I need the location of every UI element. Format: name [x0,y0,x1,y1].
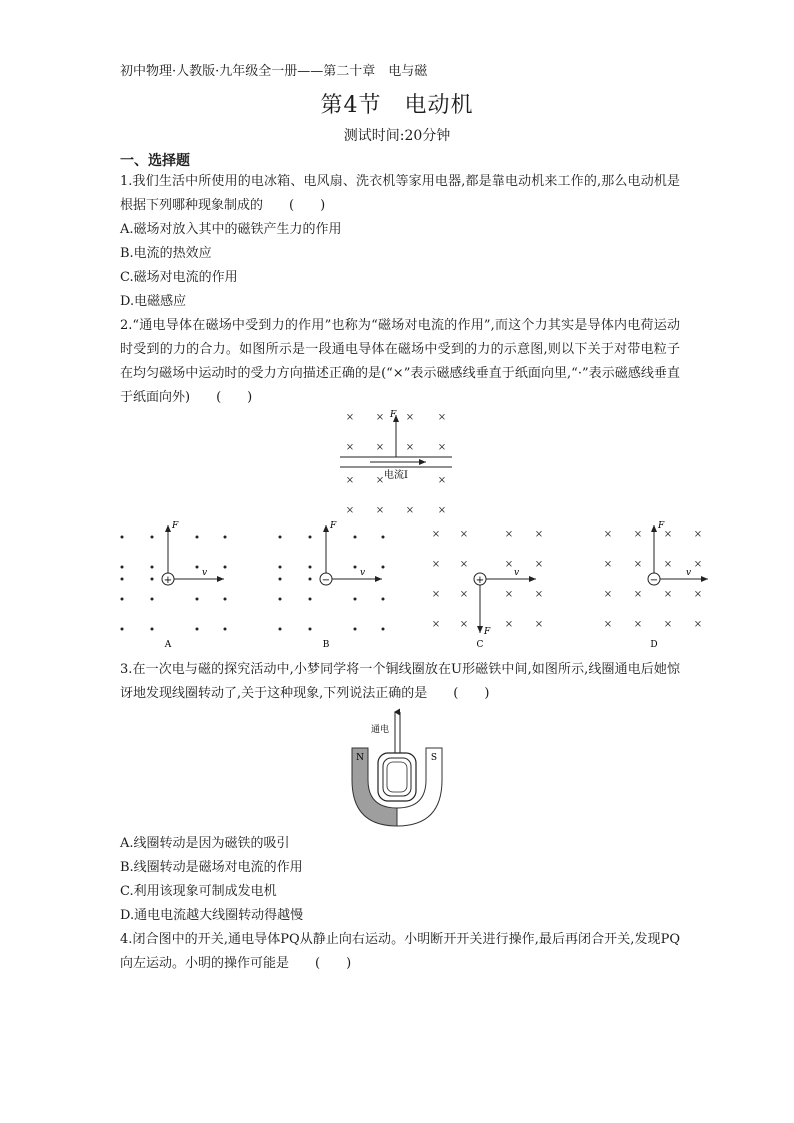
svg-text:×: × [375,442,385,453]
force-label-c: F [484,627,491,637]
svg-text:×: × [345,475,355,486]
q2-option-a-figure [121,521,227,650]
coil-inner [387,762,407,792]
force-label: F [390,410,397,420]
svg-text:×: × [431,559,441,570]
svg-text:×: × [459,619,469,630]
svg-text:×: × [437,505,447,516]
svg-text:×: × [345,442,355,453]
charge-sign-d: − [649,575,659,586]
section-heading: 一、选择题 [120,153,190,169]
svg-text:×: × [534,589,544,600]
svg-text:×: × [603,529,613,540]
page-header: 初中物理·人教版·九年级全一册——第二十章 电与磁 [120,64,428,79]
svg-text:×: × [459,559,469,570]
option-label-d: D [650,640,658,650]
svg-text:×: × [534,559,544,570]
svg-text:×: × [633,529,643,540]
svg-text:×: × [437,475,447,486]
option-label-b: B [322,640,330,650]
svg-text:×: × [431,529,441,540]
q1-option-b: B.电流的热效应 [120,246,212,261]
svg-text:×: × [663,619,673,630]
q3-u-magnet-figure [340,708,450,830]
svg-text:×: × [693,589,703,600]
option-label-a: A [164,640,172,650]
q2-option-d-figure [604,521,708,650]
pole-n-label: N [356,753,364,763]
svg-text:×: × [431,589,441,600]
svg-text:×: × [693,619,703,630]
charge-sign-c: + [475,575,485,586]
q3-option-c: C.利用该现象可制成发电机 [120,884,277,899]
q3-option-a: A.线圈转动是因为磁铁的吸引 [120,836,290,851]
q2-option-c-figure [432,529,543,650]
svg-text:×: × [504,619,514,630]
svg-text:×: × [375,505,385,516]
force-label-a: F [172,521,179,531]
option-label-c: C [476,640,484,650]
svg-text:×: × [603,559,613,570]
coil-outer [378,753,416,801]
svg-text:×: × [693,529,703,540]
velocity-label-b: v [360,568,366,578]
pole-s-label: S [430,753,438,763]
svg-text:×: × [375,475,385,486]
q2-option-b-figure [279,521,385,650]
svg-text:×: × [663,589,673,600]
current-label: 电流I [384,470,408,481]
svg-text:×: × [405,505,415,516]
svg-text:×: × [437,412,447,423]
powered-label: 通电 [370,725,390,735]
svg-text:×: × [504,589,514,600]
svg-text:×: × [405,412,415,423]
svg-text:×: × [459,529,469,540]
force-label-d: F [658,521,665,531]
svg-text:×: × [693,559,703,570]
q1-stem: 1.我们生活中所使用的电冰箱、电风扇、洗衣机等家用电器,都是靠电动机来工作的,那么电动机是根据下列哪种现象制成的 ( ) [120,174,680,213]
q3-option-d: D.通电电流越大线圈转动得越慢 [120,908,304,923]
svg-text:×: × [459,589,469,600]
svg-text:×: × [504,559,514,570]
charge-sign-a: + [163,575,173,586]
svg-text:×: × [663,529,673,540]
q3-stem: 3.在一次电与磁的探究活动中,小梦同学将一个铜线圈放在U形磁铁中间,如图所示,线圈通电后她惊讶地发现线圈转动了,关于这种现象,下列说法正确的是 ( ) [120,662,680,701]
svg-text:×: × [405,442,415,453]
svg-text:×: × [345,412,355,423]
svg-text:×: × [633,589,643,600]
velocity-label-d: v [686,568,692,578]
svg-text:×: × [375,412,385,423]
page-title: 第4节 电动机 [320,93,474,118]
svg-text:×: × [534,619,544,630]
svg-text:×: × [431,619,441,630]
svg-text:×: × [504,529,514,540]
svg-text:×: × [534,529,544,540]
svg-text:×: × [603,619,613,630]
velocity-label-a: v [202,568,208,578]
q4-stem: 4.闭合图中的开关,通电导体PQ从静止向右运动。小明断开开关进行操作,最后再闭合开关,发现PQ向左运动。小明的操作可能是 ( ) [120,932,680,971]
svg-text:×: × [663,559,673,570]
svg-text:×: × [345,505,355,516]
force-label-b: F [330,521,337,531]
charge-sign-b: − [321,575,331,586]
q1-option-c: C.磁场对电流的作用 [120,270,238,285]
test-time: 测试时间:20分钟 [343,128,451,144]
velocity-label-c: v [514,568,520,578]
q2-stem: 2.“通电导体在磁场中受到力的作用”也称为“磁场对电流的作用”,而这个力其实是导体内电荷运动时受到的力的合力。如图所示是一段通电导体在磁场中受到的力的示意图,则以下关于对带电粒子在均匀磁场中运动时的受力方向描述正确的是(“×”表示磁感线垂直于纸面向里,“·”表示磁感线垂直于纸面向外) ( ) [120,318,680,405]
q2-options-figure [112,515,712,650]
svg-text:×: × [633,619,643,630]
q1-option-a: A.磁场对放入其中的磁铁产生力的作用 [120,222,342,237]
q3-option-b: B.线圈转动是磁场对电流的作用 [120,860,303,875]
svg-text:×: × [603,589,613,600]
svg-text:×: × [633,559,643,570]
q1-option-d: D.电磁感应 [120,294,187,309]
svg-text:×: × [437,442,447,453]
q2-conductor-figure [340,405,460,520]
